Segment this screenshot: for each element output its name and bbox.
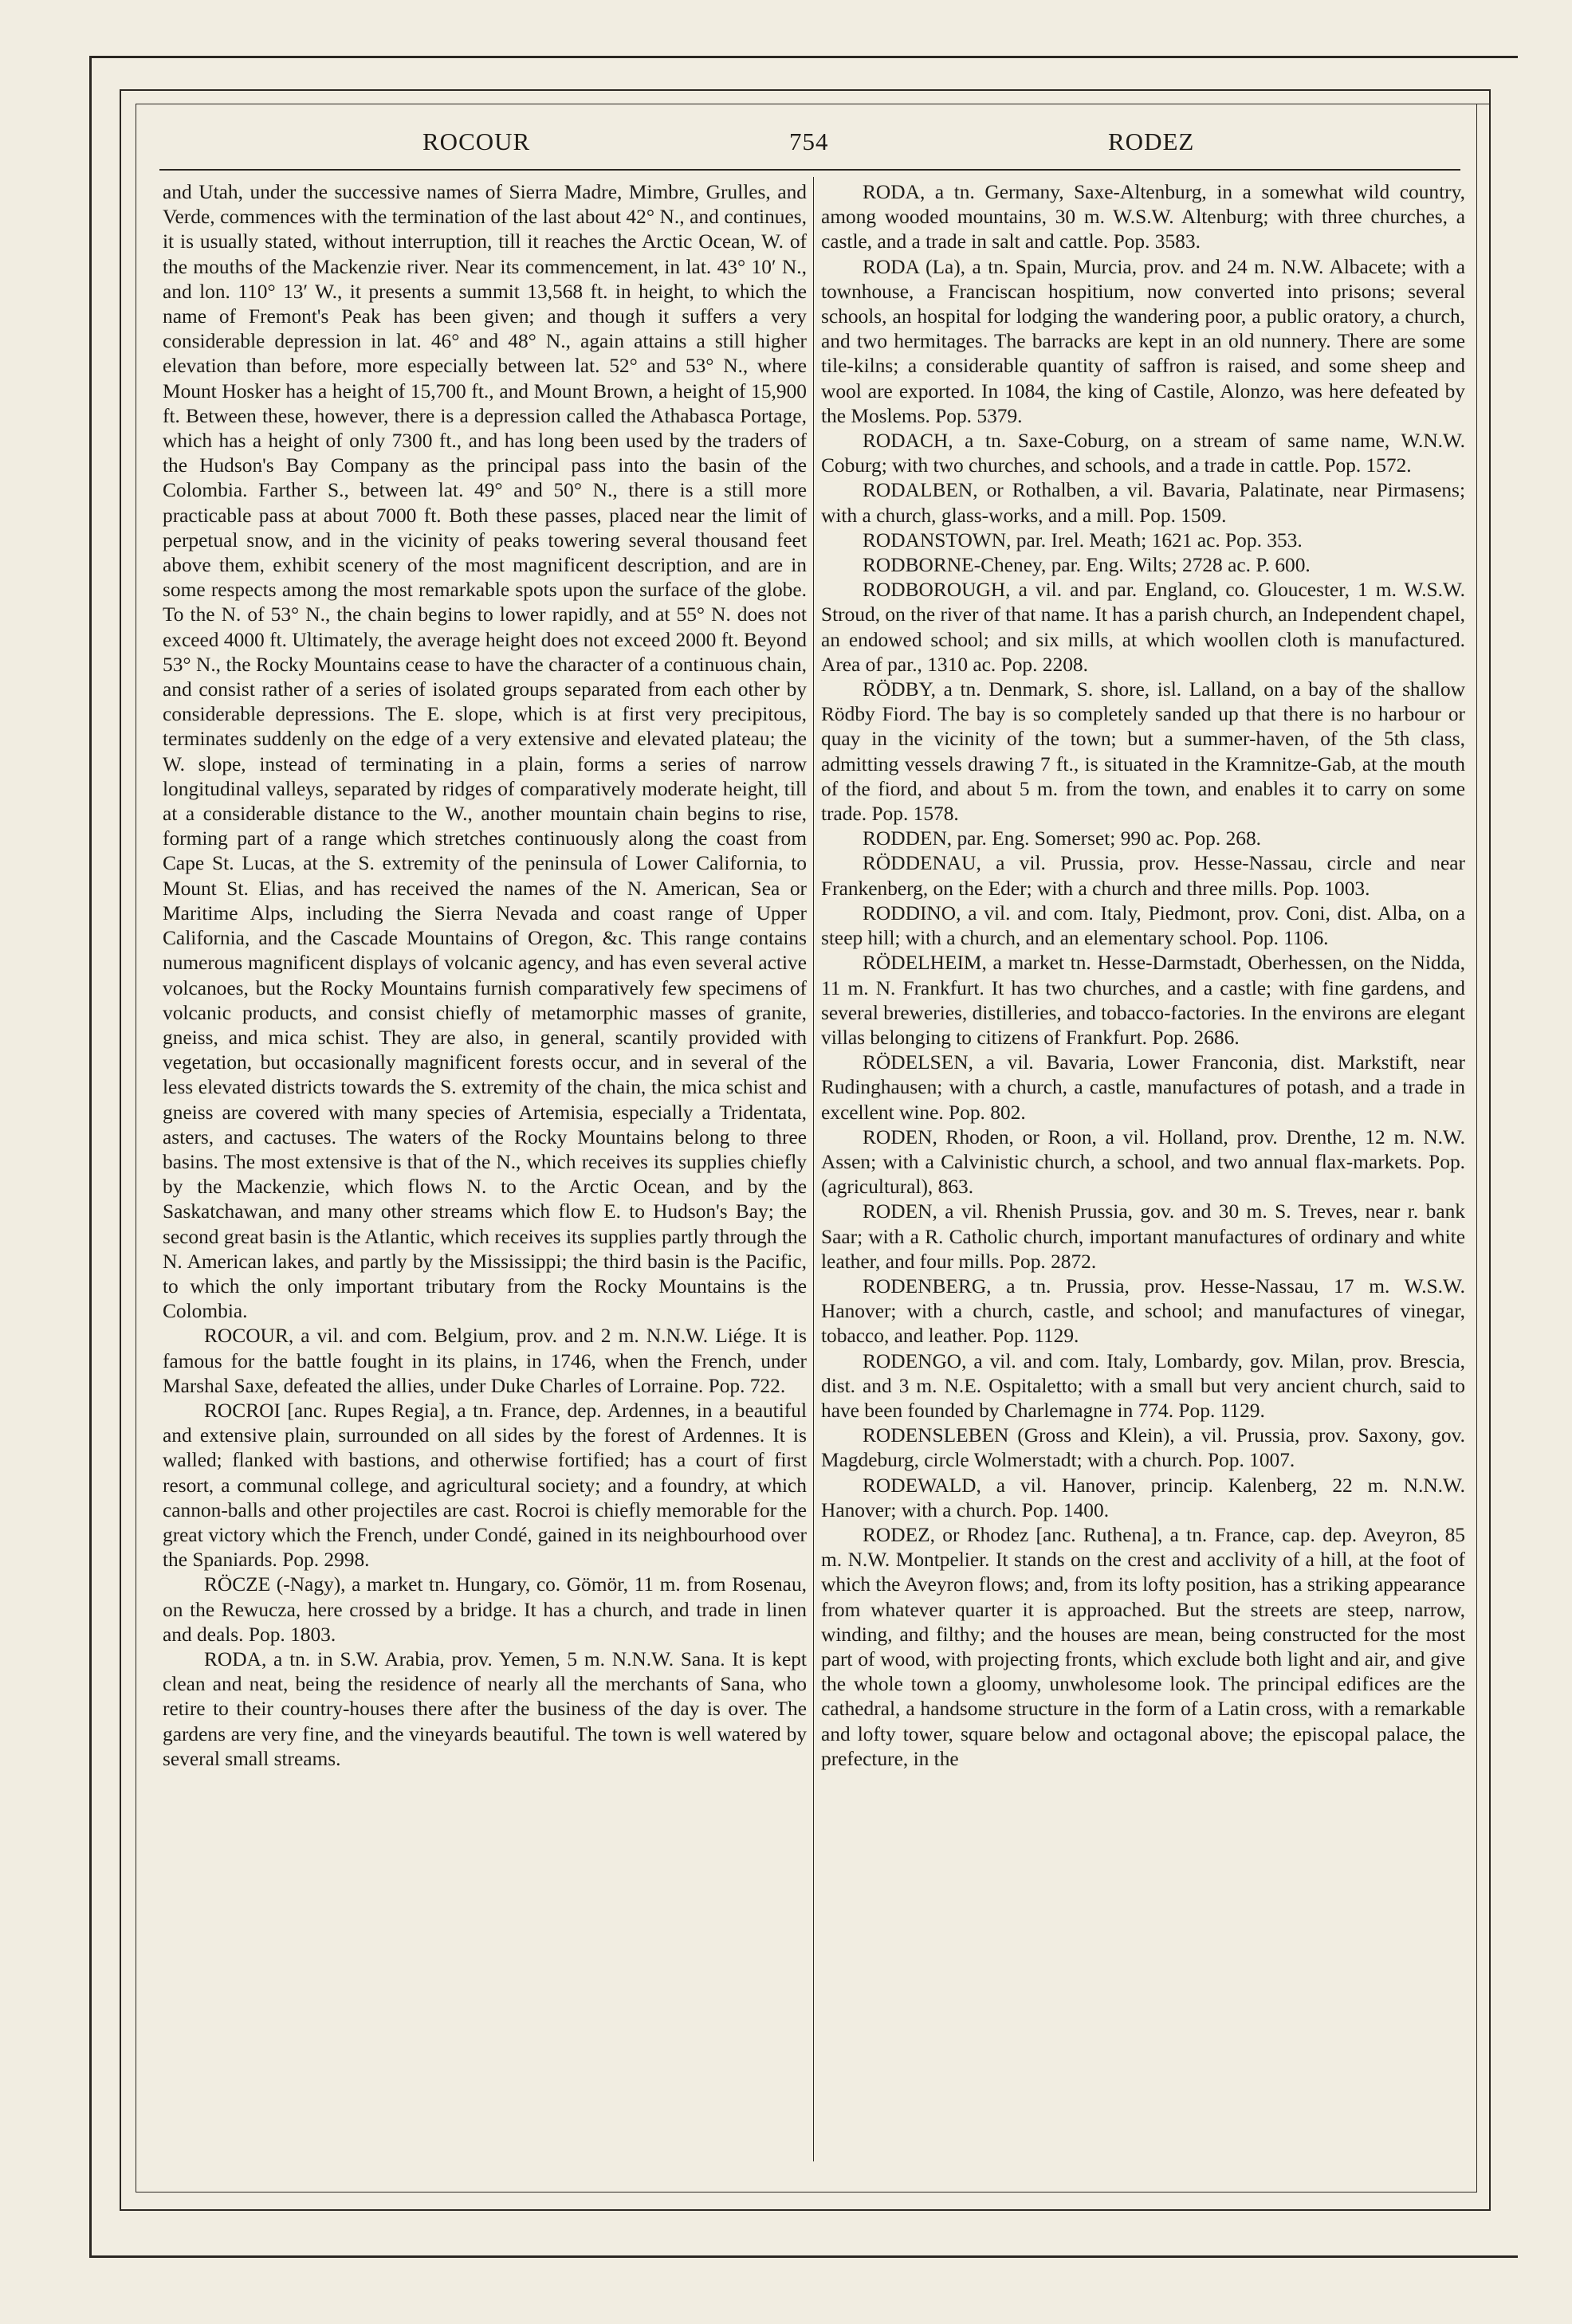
dictionary-entry: RODDINO, a vil. and com. Italy, Piedmont, prov. Coni, dist. Alba, on a steep hill; with a church, and an elementary school. Pop. 1106.	[821, 901, 1465, 950]
dictionary-entry: RODA, a tn. in S.W. Arabia, prov. Yemen, 5 m. N.N.W. Sana. It is kept clean and neat, being the residence of nearly all the merchants of Sana, who retire to their country-houses there after the business of the day is over. The gardens are very fine, and the vineyards beautiful. The town is well watered by several small streams.	[163, 1647, 807, 1770]
frame-bottom-rule	[89, 2255, 1518, 2258]
dictionary-entry: and Utah, under the successive names of Sierra Madre, Mimbre, Grulles, and Verde, commences with the termination of the last about 42° N., and continues, it is usually stated, without interruption, till it reaches the Arctic Ocean, W. of the mouths of the Mackenzie river. Near its commencement, in lat. 43° 10′ N., and lon. 110° 13′ W., it presents a summit 13,568 ft. in height, to which the name of Fremont's Peak has been given; and though it suffers a very considerable depression in lat. 46° and 48° N., again attains a still higher elevation than before, more especially between lat. 52° and 53° N., where Mount Hosker has a height of 15,700 ft., and Mount Brown, a height of 15,900 ft. Between these, however, there is a depression called the Athabasca Portage, which has a height of only 7300 ft., and has long been used by the traders of the Hudson's Bay Company as the principal pass into the basin of the Colombia. Farther S., between lat. 49° and 50° N., there is a still more practicable pass at about 7000 ft. Both these passes, placed near the limit of perpetual snow, and in the vicinity of peaks towering several thousand feet above them, exhibit scenery of the most magnificent description, and are in some respects among the most remarkable spots upon the surface of the globe. To the N. of 53° N., the chain begins to lower rapidly, and at 55° N. does not exceed 4000 ft. Ultimately, the average height does not exceed 2000 ft. Beyond 53° N., the Rocky Mountains cease to have the character of a continuous chain, and consist rather of a series of isolated groups separated from each other by considerable depressions. The E. slope, which is at first very precipitous, terminates suddenly on the edge of a very extensive and elevated plateau; the W. slope, instead of terminating in a plain, forms a series of narrow longitudinal valleys, separated by ridges of comparatively moderate height, till at a considerable distance to the W., another mountain chain begins to rise, forming part of a range which stretches continuously along the coast from Cape St. Lucas, at the S. extremity of the peninsula of Lower California, to Mount St. Elias, and has received the names of the N. American, Sea or Maritime Alps, including the Sierra Nevada and coast range of Upper California, and the Cascade Mountains of Oregon, &c. This range contains numerous magnificent displays of volcanic agency, and has even several active volcanoes, but the Rocky Mountains furnish comparatively few specimens of volcanic products, and consist chiefly of metamorphic masses of granite, gneiss, and mica schist. They are also, in general, scantily provided with vegetation, but occasionally magnificent forests occur, and in several of the less elevated districts towards the S. extremity of the chain, the mica schist and gneiss are covered with many species of Artemisia, especially a Tridentata, asters, and cactuses. The waters of the Rocky Mountains belong to three basins. The most extensive is that of the N., which receives its supplies chiefly by the Mackenzie, which flows N. to the Arctic Ocean, and by the Saskatchawan, and many other streams which flow E. to Hudson's Bay; the second great basin is the Atlantic, which receives its supplies partly through the N. American lakes, and partly by the Mississippi; the third basin is the Pacific, to which the only important tributary from the Rocky Mountains is the Colombia.	[163, 181, 807, 1323]
frame-right-rule-inner	[1476, 104, 1477, 2192]
header-right-guideword: RODEZ	[1108, 128, 1195, 155]
frame-left-rule	[89, 56, 92, 2255]
dictionary-entry: RÖDDENAU, a vil. Prussia, prov. Hesse-Nassau, circle and near Frankenberg, on the Eder; with a church and three mills. Pop. 1003.	[821, 852, 1465, 900]
header-left-guideword: ROCOUR	[422, 128, 531, 155]
frame-top-rule	[89, 56, 1518, 58]
frame-right-rule	[1489, 89, 1491, 2209]
dictionary-entry: RODA, a tn. Germany, Saxe-Altenburg, in a somewhat wild country, among wooded mountains, 30 m. W.S.W. Altenburg; with three churches, a castle, and a trade in salt and cattle. Pop. 3583.	[821, 181, 1465, 253]
dictionary-entry: RODEZ, or Rhodez [anc. Ruthena], a tn. France, cap. dep. Aveyron, 85 m. N.W. Montpelier. It stands on the crest and acclivity of a hill, at the foot of which the Aveyron flows; and, from its lofty position, has a striking appearance from whatever quarter it is approached. But the streets are steep, narrow, winding, and filthy; and the houses are mean, being constructed for the most part of wood, with projecting fronts, which exclude both light and air, and give the whole town a gloomy, unwholesome look. The principal edifices are the cathedral, a handsome structure in the form of a Latin cross, with a remarkable and lofty tower, square below and octagonal above; the episcopal palace, the prefecture, in the	[821, 1523, 1465, 1770]
right-column	[821, 180, 1465, 2149]
frame-left-rule-inner	[120, 89, 121, 2209]
dictionary-entry: RÖCZE (-Nagy), a market tn. Hungary, co. Gömör, 11 m. from Rosenau, on the Rewucza, here crossed by a bridge. It has a church, and trade in linen and deals. Pop. 1803.	[163, 1573, 807, 1646]
page-number: 754	[789, 128, 829, 155]
dictionary-entry: ROCROI [anc. Rupes Regia], a tn. France, dep. Ardennes, in a beautiful and extensive plain, surrounded on all sides by the forest of Ardennes. It is walled; flanked with bastions, and otherwise fortified; has a court of first resort, a communal college, and agricultural society; and a foundry, at which cannon-balls and other projectiles are cast. Rocroi is chiefly memorable for the great victory which the French, under Condé, gained in its neighbourhood over the Spaniards. Pop. 2998.	[163, 1399, 807, 1572]
dictionary-entry: RODEN, a vil. Rhenish Prussia, gov. and 30 m. S. Treves, near r. bank Saar; with a R. Catholic church, important manufactures of ordinary and white leather, and four mills. Pop. 2872.	[821, 1200, 1465, 1273]
dictionary-entry: RODENSLEBEN (Gross and Klein), a vil. Prussia, prov. Saxony, gov. Magdeburg, circle Wolmerstadt; with a church. Pop. 1007.	[821, 1424, 1465, 1472]
dictionary-entry: RÖDELHEIM, a market tn. Hesse-Darmstadt, Oberhessen, on the Nidda, 11 m. N. Frankfurt. It has two churches, and a castle; with fine gardens, and several breweries, distilleries, and tobacco-factories. In the environs are elegant villas belonging to citizens of Frankfurt. Pop. 2686.	[821, 952, 1465, 1049]
dictionary-entry: RODA (La), a tn. Spain, Murcia, prov. and 24 m. N.W. Albacete; with a townhouse, a Franciscan hospitium, now converted into prisons; several schools, an hospital for lodging the wandering poor, a public oratory, a church, and two hermitages. The barracks are kept in an old nunnery. There are some tile-kilns; a considerable quantity of saffron is raised, and some sheep and wool are exported. In 1084, the king of Castile, Alonzo, was here defeated by the Moslems. Pop. 5379.	[821, 255, 1465, 427]
dictionary-entry: RODANSTOWN, par. Irel. Meath; 1621 ac. Pop. 353.	[863, 528, 1303, 552]
dictionary-entry: RODDEN, par. Eng. Somerset; 990 ac. Pop. 268.	[863, 827, 1262, 850]
dictionary-entry: RODBORNE-Cheney, par. Eng. Wilts; 2728 ac. P. 600.	[863, 554, 1311, 577]
dictionary-entry: RODALBEN, or Rothalben, a vil. Bavaria, Palatinate, near Pirmasens; with a church, glass-works, and a mill. Pop. 1509.	[821, 479, 1465, 527]
column-divider	[813, 177, 814, 2161]
dictionary-entry: RÖDBY, a tn. Denmark, S. shore, isl. Lalland, on a bay of the shallow Rödby Fiord. The bay is so completely sanded up that there is no harbour or quay in the vicinity of the town; but a summer-haven, of the 5th class, admitting vessels drawing 7 ft., is situated in the Kramnitze-Gab, at the mouth of the fiord, and about 5 m. from the town, and enables it to carry on some trade. Pop. 1578.	[821, 678, 1465, 826]
dictionary-entry: RODENBERG, a tn. Prussia, prov. Hesse-Nassau, 17 m. W.S.W. Hanover; with a church, castle, and school; and manufactures of vinegar, tobacco, and leather. Pop. 1129.	[821, 1274, 1465, 1348]
frame-bottom-rule-inner	[120, 2209, 1491, 2211]
dictionary-entry: RODBOROUGH, a vil. and par. England, co. Gloucester, 1 m. W.S.W. Stroud, on the river of that name. It has a parish church, an Independent chapel, an endowed school; and six mills, at which woollen cloth is manufactured. Area of par., 1310 ac. Pop. 2208.	[821, 579, 1465, 676]
running-header	[159, 120, 1413, 167]
dictionary-entry: ROCOUR, a vil. and com. Belgium, prov. and 2 m. N.N.W. Liége. It is famous for the battle fought in its plains, in 1746, when the French, under Marshal Saxe, defeated the allies, under Duke Charles of Lorraine. Pop. 722.	[163, 1325, 807, 1397]
header-rule	[159, 169, 1460, 171]
dictionary-entry: RODEN, Rhoden, or Roon, a vil. Holland, prov. Drenthe, 12 m. N.W. Assen; with a Calvinistic church, a school, and two annual flax-markets. Pop. (agricultural), 863.	[821, 1125, 1465, 1199]
dictionary-entry: RODENGO, a vil. and com. Italy, Lombardy, gov. Milan, prov. Brescia, dist. and 3 m. N.E. Ospitaletto; with a small but very ancient church, said to have been founded by Charlemagne in 774. Pop. 1129.	[821, 1349, 1465, 1422]
dictionary-entry: RÖDELSEN, a vil. Bavaria, Lower Franconia, dist. Markstift, near Rudinghausen; with a church, a castle, manufactures of potash, and a trade in excellent wine. Pop. 802.	[821, 1051, 1465, 1124]
left-column	[163, 180, 807, 2149]
frame-top-rule-inner	[120, 89, 1491, 91]
dictionary-entry: RODACH, a tn. Saxe-Coburg, on a stream of same name, W.N.W. Coburg; with two churches, and schools, and a trade in cattle. Pop. 1572.	[821, 430, 1465, 477]
dictionary-entry: RODEWALD, a vil. Hanover, princip. Kalenberg, 22 m. N.N.W. Hanover; with a church. Pop. 1400.	[821, 1474, 1465, 1521]
